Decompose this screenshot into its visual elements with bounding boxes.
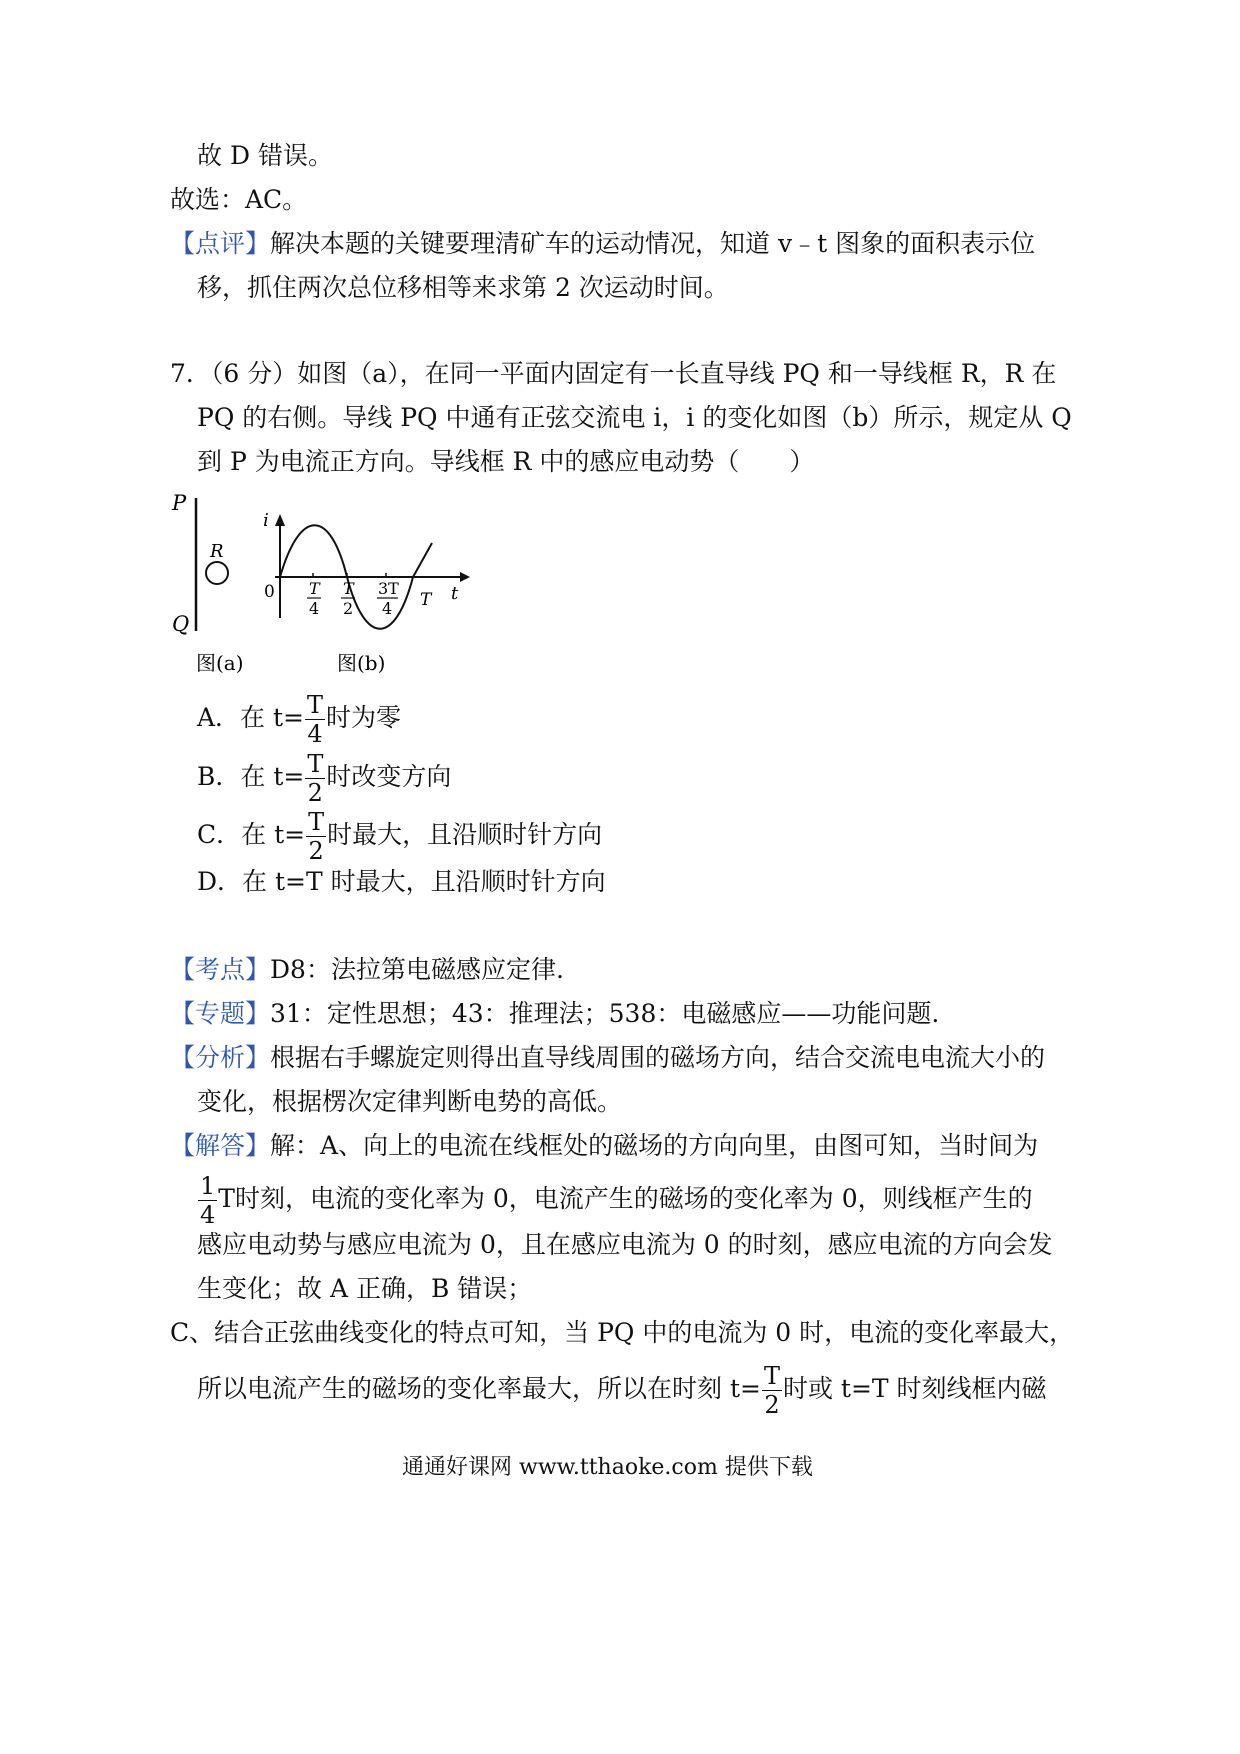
comment-tag: 【点评】	[170, 229, 271, 258]
jieda-text-6-num: T	[763, 1362, 780, 1390]
option-c-num: T	[308, 808, 325, 836]
option-b	[197, 752, 451, 805]
option-c-prefix: C．在 t=	[197, 820, 306, 849]
y-axis-label: i	[263, 510, 269, 531]
jieda-text-2: T时刻，电流的变化率为 0，电流产生的磁场的变化率为 0，则线框产生的	[218, 1184, 1033, 1213]
fenxi-text-1: 根据右手螺旋定则得出直导线周围的磁场方向，结合交流电电流大小的	[270, 1043, 1046, 1072]
tick-t2-num: T	[343, 579, 354, 598]
question-7-line-1: 7．（6 分）如图（a），在同一平面内固定有一长直导线 PQ 和一导线框 R，R 在	[170, 359, 1057, 388]
option-c-suffix: 时最大，且沿顺时针方向	[327, 820, 603, 849]
kaodian-text: D8：法拉第电磁感应定律.	[270, 955, 564, 984]
figure-a-caption: 图(a)	[196, 651, 244, 675]
prev-answer-choice: 故选：AC。	[170, 185, 308, 214]
tick-t4-num: T	[309, 579, 320, 598]
jieda-fraction	[198, 1174, 217, 1227]
jieda-frac-den: 4	[200, 1201, 216, 1229]
jieda-text-6-prefix: 所以电流产生的磁场的变化率最大，所以在时刻 t=	[197, 1374, 761, 1403]
question-7-line-2: PQ 的右侧。导线 PQ 中通有正弦交流电 i，i 的变化如图（b）所示，规定从 Q	[197, 403, 1072, 432]
option-a-den: 4	[307, 720, 323, 748]
option-b-den: 2	[307, 779, 323, 807]
y-axis-arrow	[275, 514, 285, 526]
zhuanti-line	[170, 998, 939, 1030]
jieda-line-1	[170, 1130, 1038, 1162]
tick-t4-den: 4	[309, 599, 320, 618]
jieda-tag: 【解答】	[170, 1131, 271, 1160]
label-r: R	[210, 541, 224, 562]
question-figure	[160, 488, 490, 688]
jieda-line-4: 生变化；故 A 正确，B 错误；	[197, 1274, 533, 1303]
jieda-line-3: 感应电动势与感应电流为 0，且在感应电流为 0 的时刻，感应电流的方向会发	[197, 1230, 1053, 1259]
option-c	[197, 810, 602, 863]
jieda-text-6-den: 2	[764, 1391, 780, 1419]
option-c-fraction	[306, 810, 326, 863]
kaodian-line	[170, 954, 564, 986]
option-b-prefix: B．在 t=	[197, 762, 305, 791]
comment-text-1: 解决本题的关键要理清矿车的运动情况，知道 v﹣t 图象的面积表示位	[270, 229, 1036, 258]
tick-3t4-num: 3T	[378, 579, 399, 598]
figure-b-caption: 图(b)	[337, 651, 386, 675]
option-a-fraction	[305, 693, 325, 746]
kaodian-tag: 【考点】	[170, 955, 271, 984]
jieda-text-6-suffix: 时或 t=T 时刻线框内磁	[782, 1374, 1047, 1403]
comment-line-2: 移，抓住两次总位移相等来求第 2 次运动时间。	[197, 273, 729, 302]
figure-b	[263, 510, 470, 629]
label-q: Q	[172, 612, 190, 636]
fenxi-line-1	[170, 1042, 1045, 1074]
jieda-line-6	[197, 1364, 1047, 1417]
option-a-prefix: A．在 t=	[197, 703, 304, 732]
tick-t2-den: 2	[343, 599, 354, 618]
option-a	[197, 693, 401, 746]
zhuanti-tag: 【专题】	[170, 999, 271, 1028]
jieda-frac-num: 1	[200, 1172, 216, 1200]
jieda-line-2	[197, 1174, 1033, 1227]
fenxi-line-2: 变化，根据楞次定律判断电势的高低。	[197, 1087, 623, 1116]
x-axis-label: t	[451, 583, 459, 604]
fenxi-tag: 【分析】	[170, 1043, 271, 1072]
comment-line-1	[170, 228, 1035, 260]
option-b-fraction	[305, 752, 325, 805]
zhuanti-text: 31：定性思想；43：推理法；538：电磁感应——功能问题.	[270, 999, 940, 1028]
label-p: P	[172, 491, 187, 515]
figure-a	[171, 491, 228, 636]
jieda-text-1: 解：A、向上的电流在线框处的磁场的方向向里，由图可知，当时间为	[270, 1131, 1039, 1160]
jieda-text-6-fraction	[762, 1364, 782, 1417]
origin-label: 0	[264, 582, 275, 602]
option-b-suffix: 时改变方向	[326, 762, 452, 791]
jieda-line-5: C、结合正弦曲线变化的特点可知，当 PQ 中的电流为 0 时，电流的变化率最大，	[170, 1318, 1075, 1347]
loop-r	[206, 562, 228, 584]
tick-3t4-den: 4	[382, 599, 393, 618]
option-a-num: T	[307, 691, 324, 719]
tick-t-label: T	[420, 590, 432, 610]
option-b-num: T	[307, 750, 324, 778]
page-footer: 通通好课网 www.tthaoke.com 提供下载	[402, 1455, 813, 1480]
x-axis-arrow	[460, 572, 470, 582]
option-a-suffix: 时为零	[326, 703, 402, 732]
question-7-line-3: 到 P 为电流正方向。导线框 R 中的感应电动势（ ）	[197, 447, 815, 476]
option-c-den: 2	[308, 837, 324, 865]
option-d: D．在 t=T 时最大，且沿顺时针方向	[197, 867, 606, 896]
prev-line-d-wrong: 故 D 错误。	[197, 141, 333, 170]
